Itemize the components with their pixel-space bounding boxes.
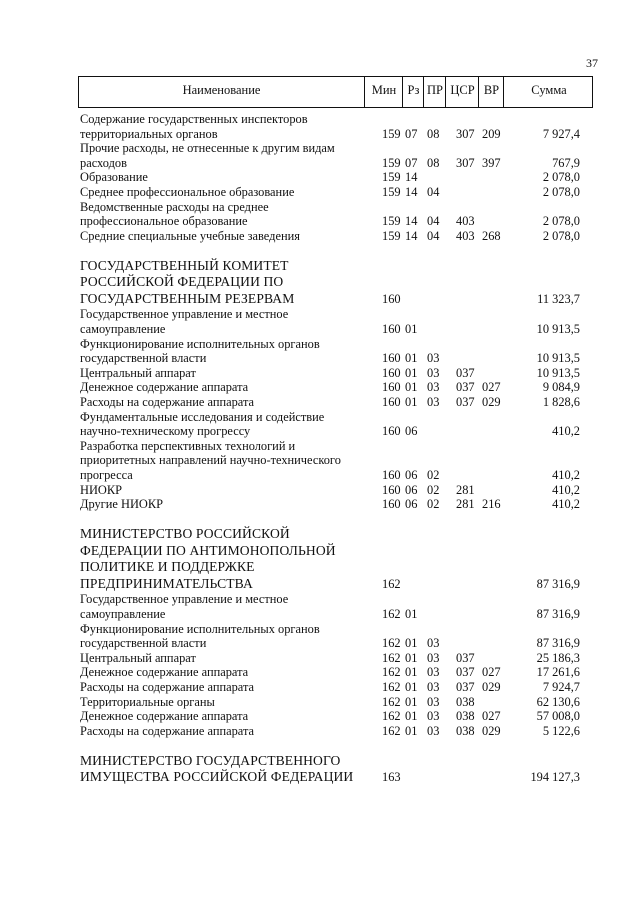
- cell-rz: 01: [405, 606, 418, 621]
- header-pr: ПР: [423, 77, 446, 107]
- cell-rz: 01: [405, 365, 418, 380]
- header-rz: Рз: [402, 77, 424, 107]
- org-heading-row: [0, 274, 640, 291]
- header-csr: ЦСР: [445, 77, 479, 107]
- cell-name: РОССИЙСКОЙ ФЕДЕРАЦИИ ПО: [80, 274, 284, 290]
- table-row: [0, 307, 640, 322]
- cell-sum: 62 130,6: [536, 694, 580, 709]
- cell-min: 160: [382, 395, 401, 409]
- cell-vr: 268: [482, 228, 501, 243]
- table-row: [0, 410, 640, 425]
- cell-pr: 04: [427, 184, 440, 199]
- cell-sum: 10 913,5: [536, 322, 580, 337]
- org-heading-row: [0, 753, 640, 770]
- cell-sum: 1 828,6: [542, 395, 580, 409]
- cell-name: территориальных органов: [80, 126, 218, 141]
- cell-name: Другие НИОКР: [80, 497, 163, 512]
- cell-sum: 410,2: [552, 424, 580, 439]
- cell-name: Денежное содержание аппарата: [80, 709, 249, 724]
- cell-csr: 307: [456, 155, 475, 170]
- cell-min: 160: [382, 291, 401, 306]
- cell-name: ГОСУДАРСТВЕННЫЙ КОМИТЕТ: [80, 257, 289, 273]
- cell-min: 162: [382, 665, 401, 680]
- cell-csr: 038: [456, 709, 475, 724]
- table-row: [0, 695, 640, 710]
- cell-csr: 281: [456, 497, 475, 512]
- cell-name: Расходы на содержание аппарата: [80, 395, 255, 409]
- cell-name: Территориальные органы: [80, 694, 215, 709]
- header-vr: ВР: [478, 77, 504, 107]
- cell-sum: 410,2: [552, 467, 580, 482]
- cell-sum: 7 924,7: [542, 679, 580, 694]
- cell-pr: 03: [427, 679, 440, 694]
- cell-sum: 17 261,6: [536, 665, 580, 680]
- cell-name: государственной власти: [80, 351, 207, 366]
- table-row: [0, 636, 640, 651]
- cell-name: Центральный аппарат: [80, 650, 196, 665]
- cell-csr: 038: [456, 694, 475, 709]
- table-row: [0, 424, 640, 439]
- cell-sum: 9 084,9: [542, 380, 580, 395]
- table-row: [0, 380, 640, 395]
- cell-min: 159: [382, 170, 401, 185]
- cell-name: Денежное содержание аппарата: [80, 380, 249, 395]
- cell-rz: 14: [405, 184, 418, 199]
- cell-vr: 216: [482, 497, 501, 512]
- cell-min: 162: [382, 723, 401, 738]
- cell-rz: 06: [405, 467, 418, 482]
- cell-csr: 037: [456, 665, 475, 680]
- table-body: [0, 112, 640, 786]
- cell-rz: 01: [405, 694, 418, 709]
- table-row: [0, 709, 640, 724]
- table-row: [0, 665, 640, 680]
- cell-sum: 2 078,0: [542, 184, 580, 199]
- cell-rz: 07: [405, 126, 418, 141]
- cell-rz: 01: [405, 650, 418, 665]
- cell-sum: 767,9: [552, 155, 580, 170]
- cell-name: НИОКР: [80, 482, 122, 497]
- cell-sum: 194 127,3: [530, 770, 580, 785]
- table-row: [0, 651, 640, 666]
- cell-min: 160: [382, 497, 401, 512]
- cell-pr: 03: [427, 395, 440, 409]
- row-spacer: [0, 512, 640, 527]
- cell-sum: 25 186,3: [536, 650, 580, 665]
- cell-vr: 027: [482, 380, 501, 395]
- cell-name: ПРЕДПРИНИМАТЕЛЬСТВА: [80, 575, 253, 591]
- table-row: [0, 322, 640, 337]
- cell-pr: 03: [427, 365, 440, 380]
- org-heading-row: [0, 543, 640, 560]
- header-sum: Сумма: [503, 77, 594, 107]
- cell-name: МИНИСТЕРСТВО ГОСУДАРСТВЕННОГО: [80, 752, 341, 768]
- table-row: [0, 483, 640, 498]
- table-row: [0, 351, 640, 366]
- cell-name: Денежное содержание аппарата: [80, 665, 249, 680]
- cell-pr: 03: [427, 636, 440, 651]
- cell-min: 162: [382, 606, 401, 621]
- cell-name: Средние специальные учебные заведения: [80, 228, 300, 243]
- cell-min: 160: [382, 467, 401, 482]
- cell-min: 159: [382, 126, 401, 141]
- cell-vr: 029: [482, 395, 501, 409]
- cell-name: ИМУЩЕСТВА РОССИЙСКОЙ ФЕДЕРАЦИИ: [80, 769, 354, 785]
- cell-pr: 04: [427, 214, 440, 229]
- table-row: [0, 337, 640, 352]
- cell-pr: 03: [427, 351, 440, 366]
- cell-name: Образование: [80, 170, 148, 185]
- cell-vr: 029: [482, 723, 501, 738]
- cell-rz: 01: [405, 380, 418, 395]
- cell-rz: 01: [405, 723, 418, 738]
- cell-vr: 029: [482, 679, 501, 694]
- cell-csr: 037: [456, 679, 475, 694]
- cell-csr: 307: [456, 126, 475, 141]
- table-row: [0, 607, 640, 622]
- cell-name: ГОСУДАРСТВЕННЫМ РЕЗЕРВАМ: [80, 290, 295, 306]
- org-heading-row: [0, 258, 640, 275]
- table-row: [0, 724, 640, 739]
- cell-rz: 01: [405, 636, 418, 651]
- cell-pr: 03: [427, 709, 440, 724]
- cell-rz: 07: [405, 155, 418, 170]
- cell-sum: 57 008,0: [536, 709, 580, 724]
- cell-name: приоритетных направлений научно-технического: [80, 453, 341, 468]
- cell-name: Функционирование исполнительных органов: [80, 336, 320, 351]
- cell-min: 159: [382, 228, 401, 243]
- table-row: [0, 127, 640, 142]
- cell-rz: 01: [405, 322, 418, 337]
- cell-csr: 037: [456, 395, 475, 409]
- cell-pr: 02: [427, 497, 440, 512]
- cell-pr: 02: [427, 482, 440, 497]
- table-row: [0, 185, 640, 200]
- cell-name: Расходы на содержание аппарата: [80, 723, 255, 738]
- cell-min: 162: [382, 576, 401, 591]
- cell-vr: 209: [482, 126, 501, 141]
- cell-min: 160: [382, 380, 401, 395]
- cell-name: Ведомственные расходы на среднее: [80, 199, 269, 214]
- cell-sum: 2 078,0: [542, 170, 580, 185]
- cell-pr: 03: [427, 723, 440, 738]
- cell-sum: 2 078,0: [542, 214, 580, 229]
- table-row: [0, 622, 640, 637]
- cell-name: профессиональное образование: [80, 214, 248, 229]
- org-heading-row: [0, 526, 640, 543]
- cell-sum: 87 316,9: [536, 606, 580, 621]
- row-spacer: [0, 738, 640, 753]
- cell-sum: 10 913,5: [536, 351, 580, 366]
- cell-min: 162: [382, 709, 401, 724]
- org-heading-row: [0, 291, 640, 308]
- cell-name: Фундаментальные исследования и содействие: [80, 409, 325, 424]
- page-number: 37: [586, 56, 598, 70]
- cell-sum: 5 122,6: [542, 723, 580, 738]
- table-header: [78, 76, 593, 108]
- cell-name: Среднее профессиональное образование: [80, 184, 295, 199]
- cell-name: ПОЛИТИКЕ И ПОДДЕРЖКЕ: [80, 559, 255, 575]
- cell-min: 160: [382, 365, 401, 380]
- cell-csr: 403: [456, 228, 475, 243]
- cell-rz: 01: [405, 709, 418, 724]
- cell-min: 163: [382, 770, 401, 785]
- table-row: [0, 170, 640, 185]
- cell-name: расходов: [80, 155, 127, 170]
- cell-min: 162: [382, 650, 401, 665]
- org-heading-row: [0, 559, 640, 576]
- table-row: [0, 497, 640, 512]
- cell-vr: 397: [482, 155, 501, 170]
- table-row: [0, 453, 640, 468]
- table-row: [0, 592, 640, 607]
- cell-sum: 11 323,7: [537, 291, 580, 306]
- cell-min: 162: [382, 694, 401, 709]
- cell-csr: 281: [456, 482, 475, 497]
- cell-rz: 14: [405, 170, 418, 185]
- cell-csr: 037: [456, 365, 475, 380]
- cell-rz: 01: [405, 351, 418, 366]
- cell-name: Прочие расходы, не отнесенные к другим видам: [80, 141, 335, 156]
- header-min: Мин: [364, 77, 403, 107]
- cell-min: 160: [382, 424, 401, 439]
- org-heading-row: [0, 576, 640, 593]
- cell-name: Центральный аппарат: [80, 365, 196, 380]
- cell-csr: 038: [456, 723, 475, 738]
- cell-rz: 14: [405, 228, 418, 243]
- table-row: [0, 200, 640, 215]
- cell-pr: 08: [427, 155, 440, 170]
- cell-rz: 06: [405, 482, 418, 497]
- header-name: Наименование: [182, 83, 261, 97]
- cell-rz: 01: [405, 679, 418, 694]
- cell-rz: 01: [405, 395, 418, 409]
- cell-min: 160: [382, 322, 401, 337]
- cell-name: научно-техническому прогрессу: [80, 424, 251, 439]
- cell-name: Государственное управление и местное: [80, 307, 289, 322]
- cell-name: прогресса: [80, 467, 133, 482]
- cell-min: 162: [382, 679, 401, 694]
- cell-csr: 037: [456, 380, 475, 395]
- cell-name: Функционирование исполнительных органов: [80, 621, 320, 636]
- cell-pr: 03: [427, 380, 440, 395]
- cell-min: 162: [382, 636, 401, 651]
- cell-name: МИНИСТЕРСТВО РОССИЙСКОЙ: [80, 526, 290, 542]
- table-row: [0, 366, 640, 381]
- cell-pr: 03: [427, 650, 440, 665]
- cell-vr: 027: [482, 665, 501, 680]
- cell-pr: 08: [427, 126, 440, 141]
- cell-sum: 87 316,9: [536, 636, 580, 651]
- cell-sum: 87 316,9: [536, 576, 580, 591]
- table-row: [0, 141, 640, 156]
- table-row: [0, 112, 640, 127]
- cell-min: 159: [382, 214, 401, 229]
- cell-min: 160: [382, 351, 401, 366]
- cell-min: 160: [382, 482, 401, 497]
- cell-pr: 04: [427, 228, 440, 243]
- cell-pr: 03: [427, 665, 440, 680]
- cell-sum: 7 927,4: [542, 126, 580, 141]
- cell-pr: 02: [427, 467, 440, 482]
- cell-pr: 03: [427, 694, 440, 709]
- cell-csr: 037: [456, 650, 475, 665]
- cell-min: 159: [382, 184, 401, 199]
- cell-min: 159: [382, 155, 401, 170]
- cell-name: государственной власти: [80, 636, 207, 651]
- row-spacer: [0, 243, 640, 258]
- cell-sum: 10 913,5: [536, 365, 580, 380]
- cell-vr: 027: [482, 709, 501, 724]
- cell-name: Государственное управление и местное: [80, 592, 289, 607]
- cell-name: Расходы на содержание аппарата: [80, 679, 255, 694]
- cell-rz: 01: [405, 665, 418, 680]
- cell-csr: 403: [456, 214, 475, 229]
- table-row: [0, 156, 640, 171]
- cell-name: самоуправление: [80, 606, 166, 621]
- cell-rz: 14: [405, 214, 418, 229]
- table-row: [0, 214, 640, 229]
- table-row: [0, 468, 640, 483]
- cell-sum: 2 078,0: [542, 228, 580, 243]
- cell-name: Содержание государственных инспекторов: [80, 112, 308, 126]
- cell-sum: 410,2: [552, 497, 580, 512]
- cell-name: ФЕДЕРАЦИИ ПО АНТИМОНОПОЛЬНОЙ: [80, 542, 336, 558]
- table-row: [0, 229, 640, 244]
- cell-rz: 06: [405, 497, 418, 512]
- table-row: [0, 439, 640, 454]
- cell-sum: 410,2: [552, 482, 580, 497]
- cell-name: Разработка перспективных технологий и: [80, 438, 296, 453]
- cell-name: самоуправление: [80, 322, 166, 337]
- cell-rz: 06: [405, 424, 418, 439]
- org-heading-row: [0, 769, 640, 786]
- table-row: [0, 680, 640, 695]
- table-row: [0, 395, 640, 410]
